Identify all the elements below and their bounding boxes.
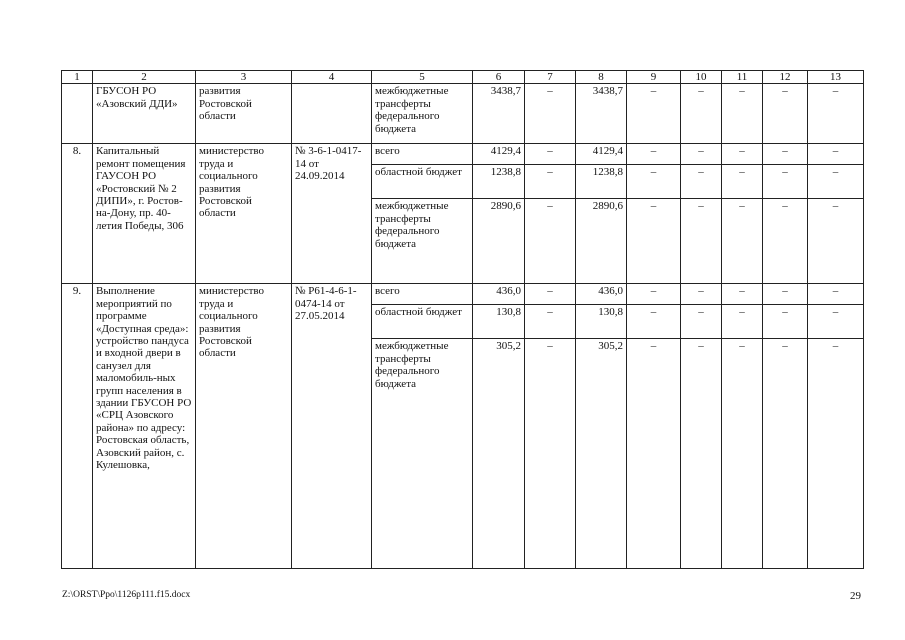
amount-cell: 130,8 — [576, 305, 627, 339]
table-row — [62, 144, 864, 165]
amount-cell: – — [681, 305, 722, 339]
amount-cell: – — [681, 84, 722, 144]
page-number: 29 — [850, 590, 861, 602]
amount-cell: – — [627, 144, 681, 165]
source-cell: всего — [372, 284, 473, 305]
amount-cell: – — [681, 165, 722, 199]
amount-cell: 436,0 — [576, 284, 627, 305]
header-cell: 8 — [576, 71, 627, 84]
object-name-cell: Выполнение мероприятий по программе «Доступная среда»: устройство пандуса и входной двери в санузел для маломобиль-ных групп населения в здании ГБУСОН РО «СРЦ Азовского района» по адресу: Ростовская область, Азовский район, с. Кулешовка, — [93, 284, 196, 569]
amount-cell: – — [627, 305, 681, 339]
header-cell: 9 — [627, 71, 681, 84]
amount-cell: – — [722, 305, 763, 339]
amount-cell: – — [722, 144, 763, 165]
header-cell: 3 — [196, 71, 292, 84]
item-number-cell: 9. — [62, 284, 93, 569]
amount-cell: – — [627, 165, 681, 199]
amount-cell: – — [808, 284, 864, 305]
amount-cell: – — [525, 199, 576, 284]
header-cell: 2 — [93, 71, 196, 84]
header-cell: 11 — [722, 71, 763, 84]
header-cell: 13 — [808, 71, 864, 84]
amount-cell: – — [808, 165, 864, 199]
amount-cell: – — [525, 305, 576, 339]
column-number-row — [62, 71, 864, 84]
amount-cell: 4129,4 — [473, 144, 525, 165]
amount-cell: – — [627, 339, 681, 569]
document-cell: № Р61-4-6-1-0474-14 от 27.05.2014 — [292, 284, 372, 569]
header-cell: 5 — [372, 71, 473, 84]
ministry-cell: развития Ростовской области — [196, 84, 292, 144]
amount-cell: 3438,7 — [576, 84, 627, 144]
source-cell: межбюджетные трансферты федерального бюджета — [372, 199, 473, 284]
header-cell: 1 — [62, 71, 93, 84]
table-row — [62, 284, 864, 305]
amount-cell: 305,2 — [473, 339, 525, 569]
amount-cell: – — [763, 84, 808, 144]
file-path: Z:\ORST\Ppo\1126p111.f15.docx — [62, 590, 191, 600]
source-cell: областной бюджет — [372, 165, 473, 199]
header-cell: 10 — [681, 71, 722, 84]
amount-cell: – — [722, 339, 763, 569]
amount-cell: – — [808, 199, 864, 284]
source-cell: межбюджетные трансферты федерального бюджета — [372, 339, 473, 569]
header-cell: 12 — [763, 71, 808, 84]
amount-cell: – — [808, 144, 864, 165]
amount-cell: – — [627, 199, 681, 284]
amount-cell: – — [763, 305, 808, 339]
amount-cell: – — [808, 84, 864, 144]
amount-cell: – — [722, 165, 763, 199]
source-cell: всего — [372, 144, 473, 165]
amount-cell: 4129,4 — [576, 144, 627, 165]
object-name-cell: Капитальный ремонт помещения ГАУСОН РО «Ростовский № 2 ДИПИ», г. Ростов-на-Дону, пр. 40-летия Победы, 306 — [93, 144, 196, 284]
amount-cell: 436,0 — [473, 284, 525, 305]
amount-cell: 1238,8 — [576, 165, 627, 199]
amount-cell: – — [763, 339, 808, 569]
amount-cell: – — [681, 339, 722, 569]
amount-cell: – — [525, 144, 576, 165]
ministry-cell: министерство труда и социального развития Ростовской области — [196, 284, 292, 569]
document-cell — [292, 84, 372, 144]
header-cell: 7 — [525, 71, 576, 84]
amount-cell: – — [808, 339, 864, 569]
amount-cell: – — [722, 284, 763, 305]
amount-cell: – — [763, 199, 808, 284]
amount-cell: – — [763, 284, 808, 305]
amount-cell: – — [808, 305, 864, 339]
amount-cell: – — [722, 84, 763, 144]
source-cell: областной бюджет — [372, 305, 473, 339]
amount-cell: – — [681, 284, 722, 305]
document-cell: № 3-6-1-0417-14 от 24.09.2014 — [292, 144, 372, 284]
amount-cell: – — [627, 284, 681, 305]
amount-cell: – — [525, 339, 576, 569]
amount-cell: – — [763, 144, 808, 165]
amount-cell: – — [525, 165, 576, 199]
object-name-cell: ГБУСОН РО «Азовский ДДИ» — [93, 84, 196, 144]
item-number-cell — [62, 84, 93, 144]
amount-cell: – — [681, 144, 722, 165]
amount-cell: – — [525, 84, 576, 144]
amount-cell: 3438,7 — [473, 84, 525, 144]
amount-cell: 305,2 — [576, 339, 627, 569]
amount-cell: 2890,6 — [576, 199, 627, 284]
amount-cell: – — [627, 84, 681, 144]
amount-cell: 130,8 — [473, 305, 525, 339]
ministry-cell: министерство труда и социального развития Ростовской области — [196, 144, 292, 284]
source-cell: межбюджетные трансферты федерального бюджета — [372, 84, 473, 144]
table-row — [62, 84, 864, 144]
amount-cell: – — [525, 284, 576, 305]
header-cell: 4 — [292, 71, 372, 84]
amount-cell: 2890,6 — [473, 199, 525, 284]
header-cell: 6 — [473, 71, 525, 84]
amount-cell: 1238,8 — [473, 165, 525, 199]
amount-cell: – — [722, 199, 763, 284]
amount-cell: – — [763, 165, 808, 199]
item-number-cell: 8. — [62, 144, 93, 284]
budget-table — [61, 70, 864, 569]
amount-cell: – — [681, 199, 722, 284]
